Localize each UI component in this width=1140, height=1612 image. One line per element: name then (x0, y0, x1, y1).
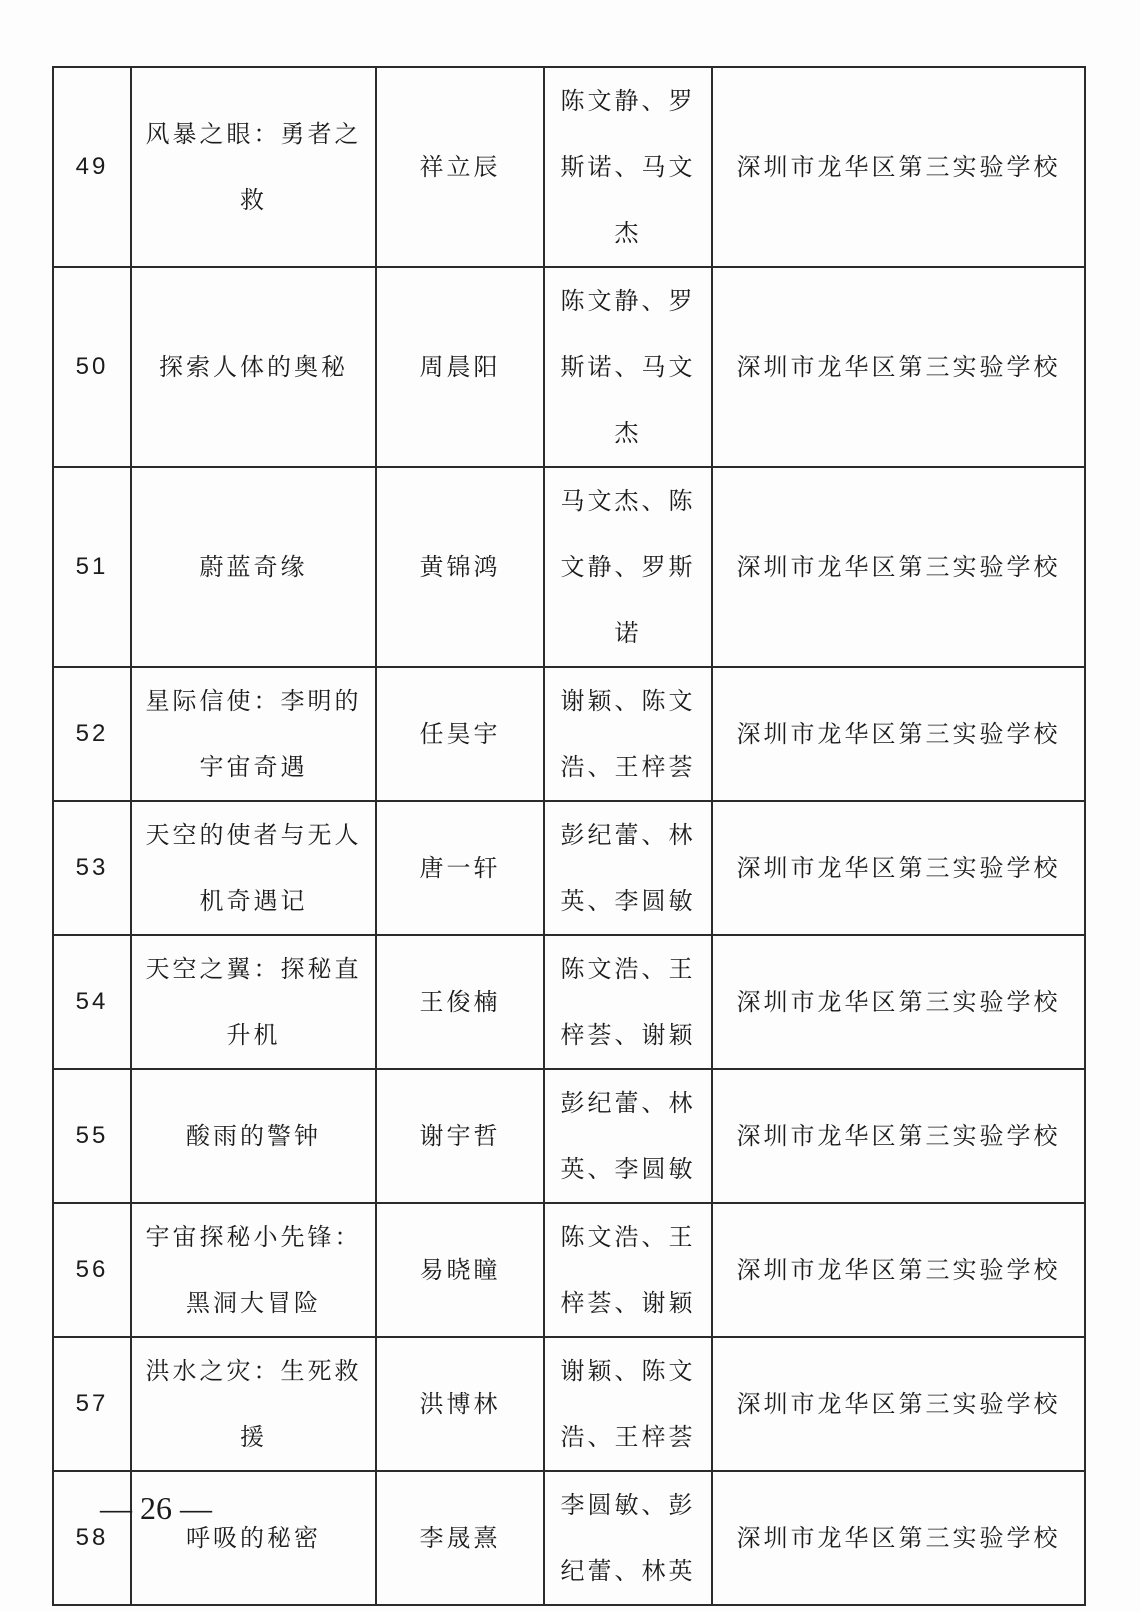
work-title: 酸雨的警钟 (131, 1069, 376, 1203)
school-name: 深圳市龙华区第三实验学校 (712, 467, 1085, 667)
work-title: 洪水之灾：生死救援 (131, 1337, 376, 1471)
entry-number: 54 (53, 935, 131, 1069)
author-name: 周晨阳 (376, 267, 544, 467)
advisor-names: 陈文静、罗斯诺、马文杰 (544, 267, 712, 467)
advisor-names: 陈文浩、王梓荟、谢颖 (544, 935, 712, 1069)
school-name: 深圳市龙华区第三实验学校 (712, 1203, 1085, 1337)
author-name: 李晟熹 (376, 1471, 544, 1605)
work-title: 宇宙探秘小先锋：黑洞大冒险 (131, 1203, 376, 1337)
advisor-names: 彭纪蕾、林英、李圆敏 (544, 1069, 712, 1203)
work-title: 天空的使者与无人机奇遇记 (131, 801, 376, 935)
table-row (53, 667, 1085, 801)
advisor-names: 陈文浩、王梓荟、谢颖 (544, 1203, 712, 1337)
author-name: 易晓瞳 (376, 1203, 544, 1337)
author-name: 洪博林 (376, 1337, 544, 1471)
author-name: 祥立辰 (376, 67, 544, 267)
entry-number: 51 (53, 467, 131, 667)
school-name: 深圳市龙华区第三实验学校 (712, 267, 1085, 467)
award-list-table (52, 66, 1086, 1606)
advisor-names: 谢颖、陈文浩、王梓荟 (544, 667, 712, 801)
school-name: 深圳市龙华区第三实验学校 (712, 67, 1085, 267)
entry-number: 58 (53, 1471, 131, 1605)
table-row (53, 1203, 1085, 1337)
entry-number: 53 (53, 801, 131, 935)
table-row (53, 467, 1085, 667)
advisor-names: 陈文静、罗斯诺、马文杰 (544, 67, 712, 267)
school-name: 深圳市龙华区第三实验学校 (712, 667, 1085, 801)
advisor-names: 马文杰、陈文静、罗斯诺 (544, 467, 712, 667)
school-name: 深圳市龙华区第三实验学校 (712, 1337, 1085, 1471)
advisor-names: 彭纪蕾、林英、李圆敏 (544, 801, 712, 935)
table-row (53, 267, 1085, 467)
work-title: 天空之翼：探秘直升机 (131, 935, 376, 1069)
author-name: 谢宇哲 (376, 1069, 544, 1203)
entry-number: 52 (53, 667, 131, 801)
author-name: 王俊楠 (376, 935, 544, 1069)
table-row (53, 801, 1085, 935)
table-row (53, 935, 1085, 1069)
table-row (53, 67, 1085, 267)
author-name: 唐一轩 (376, 801, 544, 935)
school-name: 深圳市龙华区第三实验学校 (712, 1471, 1085, 1605)
entry-number: 55 (53, 1069, 131, 1203)
entry-number: 56 (53, 1203, 131, 1337)
school-name: 深圳市龙华区第三实验学校 (712, 1069, 1085, 1203)
table-row (53, 1337, 1085, 1471)
work-title: 星际信使：李明的宇宙奇遇 (131, 667, 376, 801)
author-name: 任昊宇 (376, 667, 544, 801)
work-title: 探索人体的奥秘 (131, 267, 376, 467)
school-name: 深圳市龙华区第三实验学校 (712, 935, 1085, 1069)
entry-number: 49 (53, 67, 131, 267)
author-name: 黄锦鸿 (376, 467, 544, 667)
work-title: 风暴之眼：勇者之救 (131, 67, 376, 267)
entry-number: 57 (53, 1337, 131, 1471)
entry-number: 50 (53, 267, 131, 467)
table-row (53, 1069, 1085, 1203)
work-title: 呼吸的秘密 (131, 1471, 376, 1605)
advisor-names: 李圆敏、彭纪蕾、林英 (544, 1471, 712, 1605)
school-name: 深圳市龙华区第三实验学校 (712, 801, 1085, 935)
page-number: — 26 — (100, 1490, 212, 1526)
advisor-names: 谢颖、陈文浩、王梓荟 (544, 1337, 712, 1471)
work-title: 蔚蓝奇缘 (131, 467, 376, 667)
